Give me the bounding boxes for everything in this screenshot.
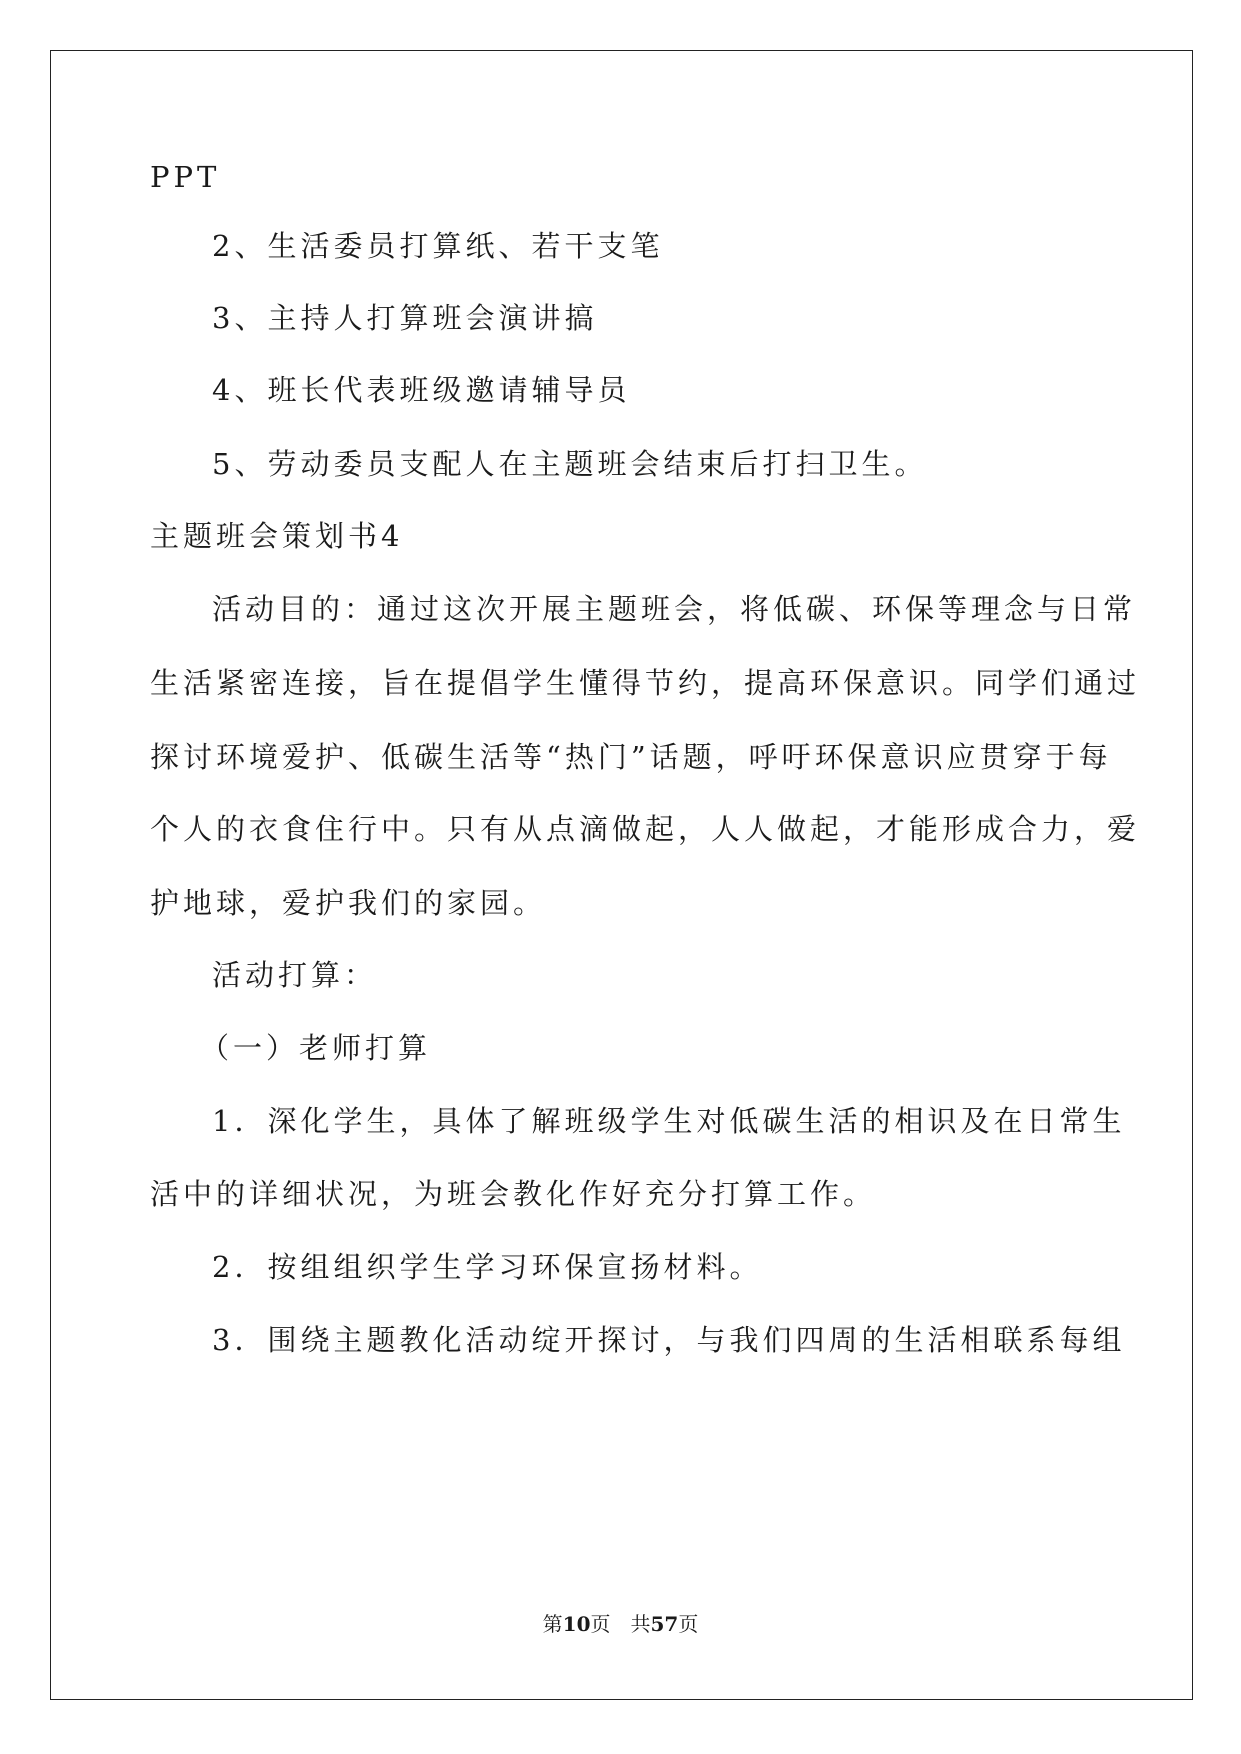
text-line: 3、主持人打算班会演讲搞 bbox=[212, 301, 598, 335]
footer-prefix: 第 bbox=[542, 1612, 563, 1636]
paragraph-line: 探讨环境爱护、低碳生活等“热门”话题，呼吁环保意识应贯穿于每 bbox=[150, 740, 1112, 774]
paragraph-line: 1．深化学生，具体了解班级学生对低碳生活的相识及在日常生 bbox=[212, 1104, 1126, 1138]
footer-middle: 页 共 bbox=[590, 1612, 651, 1636]
text-line: 活动打算： bbox=[212, 958, 378, 992]
page-footer bbox=[0, 1610, 1241, 1638]
paragraph-line: 3．围绕主题教化活动绽开探讨，与我们四周的生活相联系每组 bbox=[212, 1323, 1126, 1357]
current-page-number: 10 bbox=[562, 1612, 591, 1636]
subheading: （一）老师打算 bbox=[200, 1031, 432, 1065]
paragraph-line: 个人的衣食住行中。只有从点滴做起，人人做起，才能形成合力，爱 bbox=[150, 812, 1141, 846]
footer-suffix: 页 bbox=[678, 1612, 699, 1636]
text-line: 4、班长代表班级邀请辅导员 bbox=[212, 373, 631, 407]
paragraph-line: 护地球，爱护我们的家园。 bbox=[150, 886, 547, 920]
paragraph-line: 生活紧密连接，旨在提倡学生懂得节约，提高环保意识。同学们通过 bbox=[150, 666, 1141, 700]
text-line: 2、生活委员打算纸、若干支笔 bbox=[212, 229, 664, 263]
section-heading: 主题班会策划书4 bbox=[150, 519, 404, 553]
text-line: PPT bbox=[150, 160, 221, 194]
total-page-number: 57 bbox=[650, 1612, 679, 1636]
text-line: 2．按组组织学生学习环保宣扬材料。 bbox=[212, 1250, 763, 1284]
paragraph-line: 活中的详细状况，为班会教化作好充分打算工作。 bbox=[150, 1177, 877, 1211]
text-line: 5、劳动委员支配人在主题班会结束后打扫卫生。 bbox=[212, 447, 928, 481]
paragraph-line: 活动目的：通过这次开展主题班会，将低碳、环保等理念与日常 bbox=[212, 592, 1137, 626]
